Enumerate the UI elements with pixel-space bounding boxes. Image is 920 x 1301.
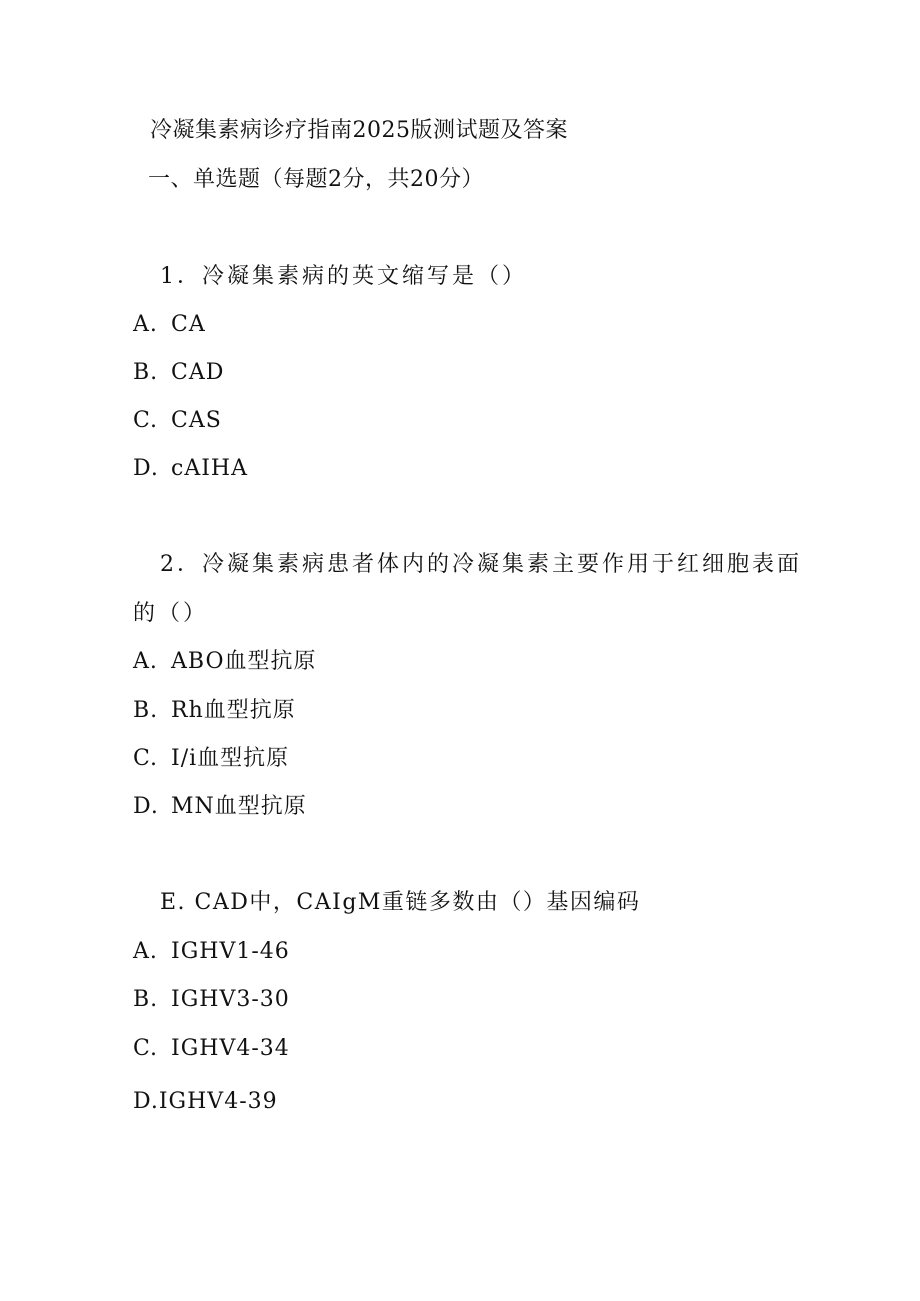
option-label: B. [133,360,159,385]
question-stem: 1．冷凝集素病的英文缩写是（） [160,264,527,289]
option-label: D. [133,456,159,481]
option-text: Rh血型抗原 [171,698,296,723]
option-label: B. [133,698,159,723]
option-text: CA [171,312,206,337]
option-text: CAS [171,408,222,433]
option-text: I/i血型抗原 [171,746,290,771]
option-label: C. [133,746,159,771]
option-label: A. [133,939,158,964]
option-text: IGHV1-46 [171,939,290,964]
question-stem-line-2: 的（） [133,601,209,626]
section-heading: 一、单选题（每题2分，共20分） [148,167,484,192]
option-a[interactable] [133,938,290,966]
option-label: A. [133,312,158,337]
option-text: IGHV4-34 [171,1036,290,1061]
option-c[interactable] [133,745,289,773]
option-b[interactable] [133,359,224,387]
option-label: C. [133,408,159,433]
option-text: IGHV3-30 [171,987,290,1012]
option-text: CAD [171,360,225,385]
option-a[interactable] [133,311,206,339]
option-text: MN血型抗原 [171,794,307,819]
option-d[interactable] [133,455,248,483]
question-stem-line-1: 2．冷凝集素病患者体内的冷凝集素主要作用于红细胞表面 [160,552,802,577]
option-c[interactable] [133,407,222,435]
option-label: D. [133,794,159,819]
option-label: A. [133,649,158,674]
option-label: C. [133,1036,159,1061]
option-text: ABO血型抗原 [171,649,317,674]
question-stem: E. CAD中，CAIgM重链多数由（）基因编码 [160,890,641,915]
document-title: 冷凝集素病诊疗指南2025版测试题及答案 [150,118,568,143]
option-text: IGHV4-39 [158,1089,278,1114]
option-d[interactable] [133,1088,278,1116]
option-label: B. [133,987,159,1012]
option-text: cAIHA [171,456,248,481]
option-label: D. [133,1089,159,1114]
option-c[interactable] [133,1035,290,1063]
option-a[interactable] [133,648,317,676]
option-d[interactable] [133,793,307,821]
option-b[interactable] [133,697,296,725]
option-b[interactable] [133,986,290,1014]
